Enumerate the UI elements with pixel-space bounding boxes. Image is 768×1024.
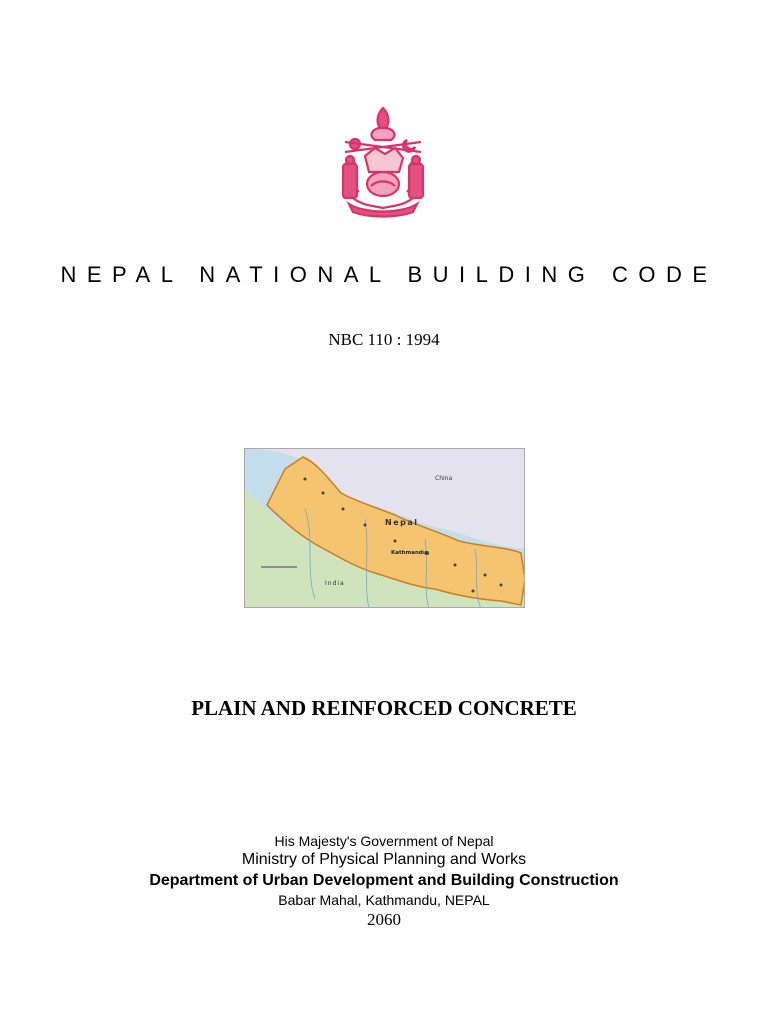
map-label-kathmandu: Kathmandu bbox=[391, 550, 427, 556]
map-label-india: India bbox=[325, 580, 345, 587]
nepal-map-icon bbox=[244, 448, 525, 608]
coat-of-arms-icon bbox=[335, 106, 431, 218]
publisher-address: Babar Mahal, Kathmandu, NEPAL bbox=[278, 892, 490, 908]
document-subject: PLAIN AND REINFORCED CONCRETE bbox=[191, 696, 577, 720]
department-name: Department of Urban Development and Building Construction bbox=[149, 872, 619, 889]
code-number: NBC 110 : 1994 bbox=[328, 330, 440, 349]
ministry-name: Ministry of Physical Planning and Works bbox=[241, 851, 527, 868]
publication-year: 2060 bbox=[367, 910, 401, 929]
map-label-nepal: Nepal bbox=[385, 518, 419, 527]
document-title: NEPAL NATIONAL BUILDING CODE bbox=[60, 262, 718, 287]
government-name: His Majesty's Government of Nepal bbox=[274, 833, 494, 849]
map-label-china: China bbox=[435, 475, 453, 482]
